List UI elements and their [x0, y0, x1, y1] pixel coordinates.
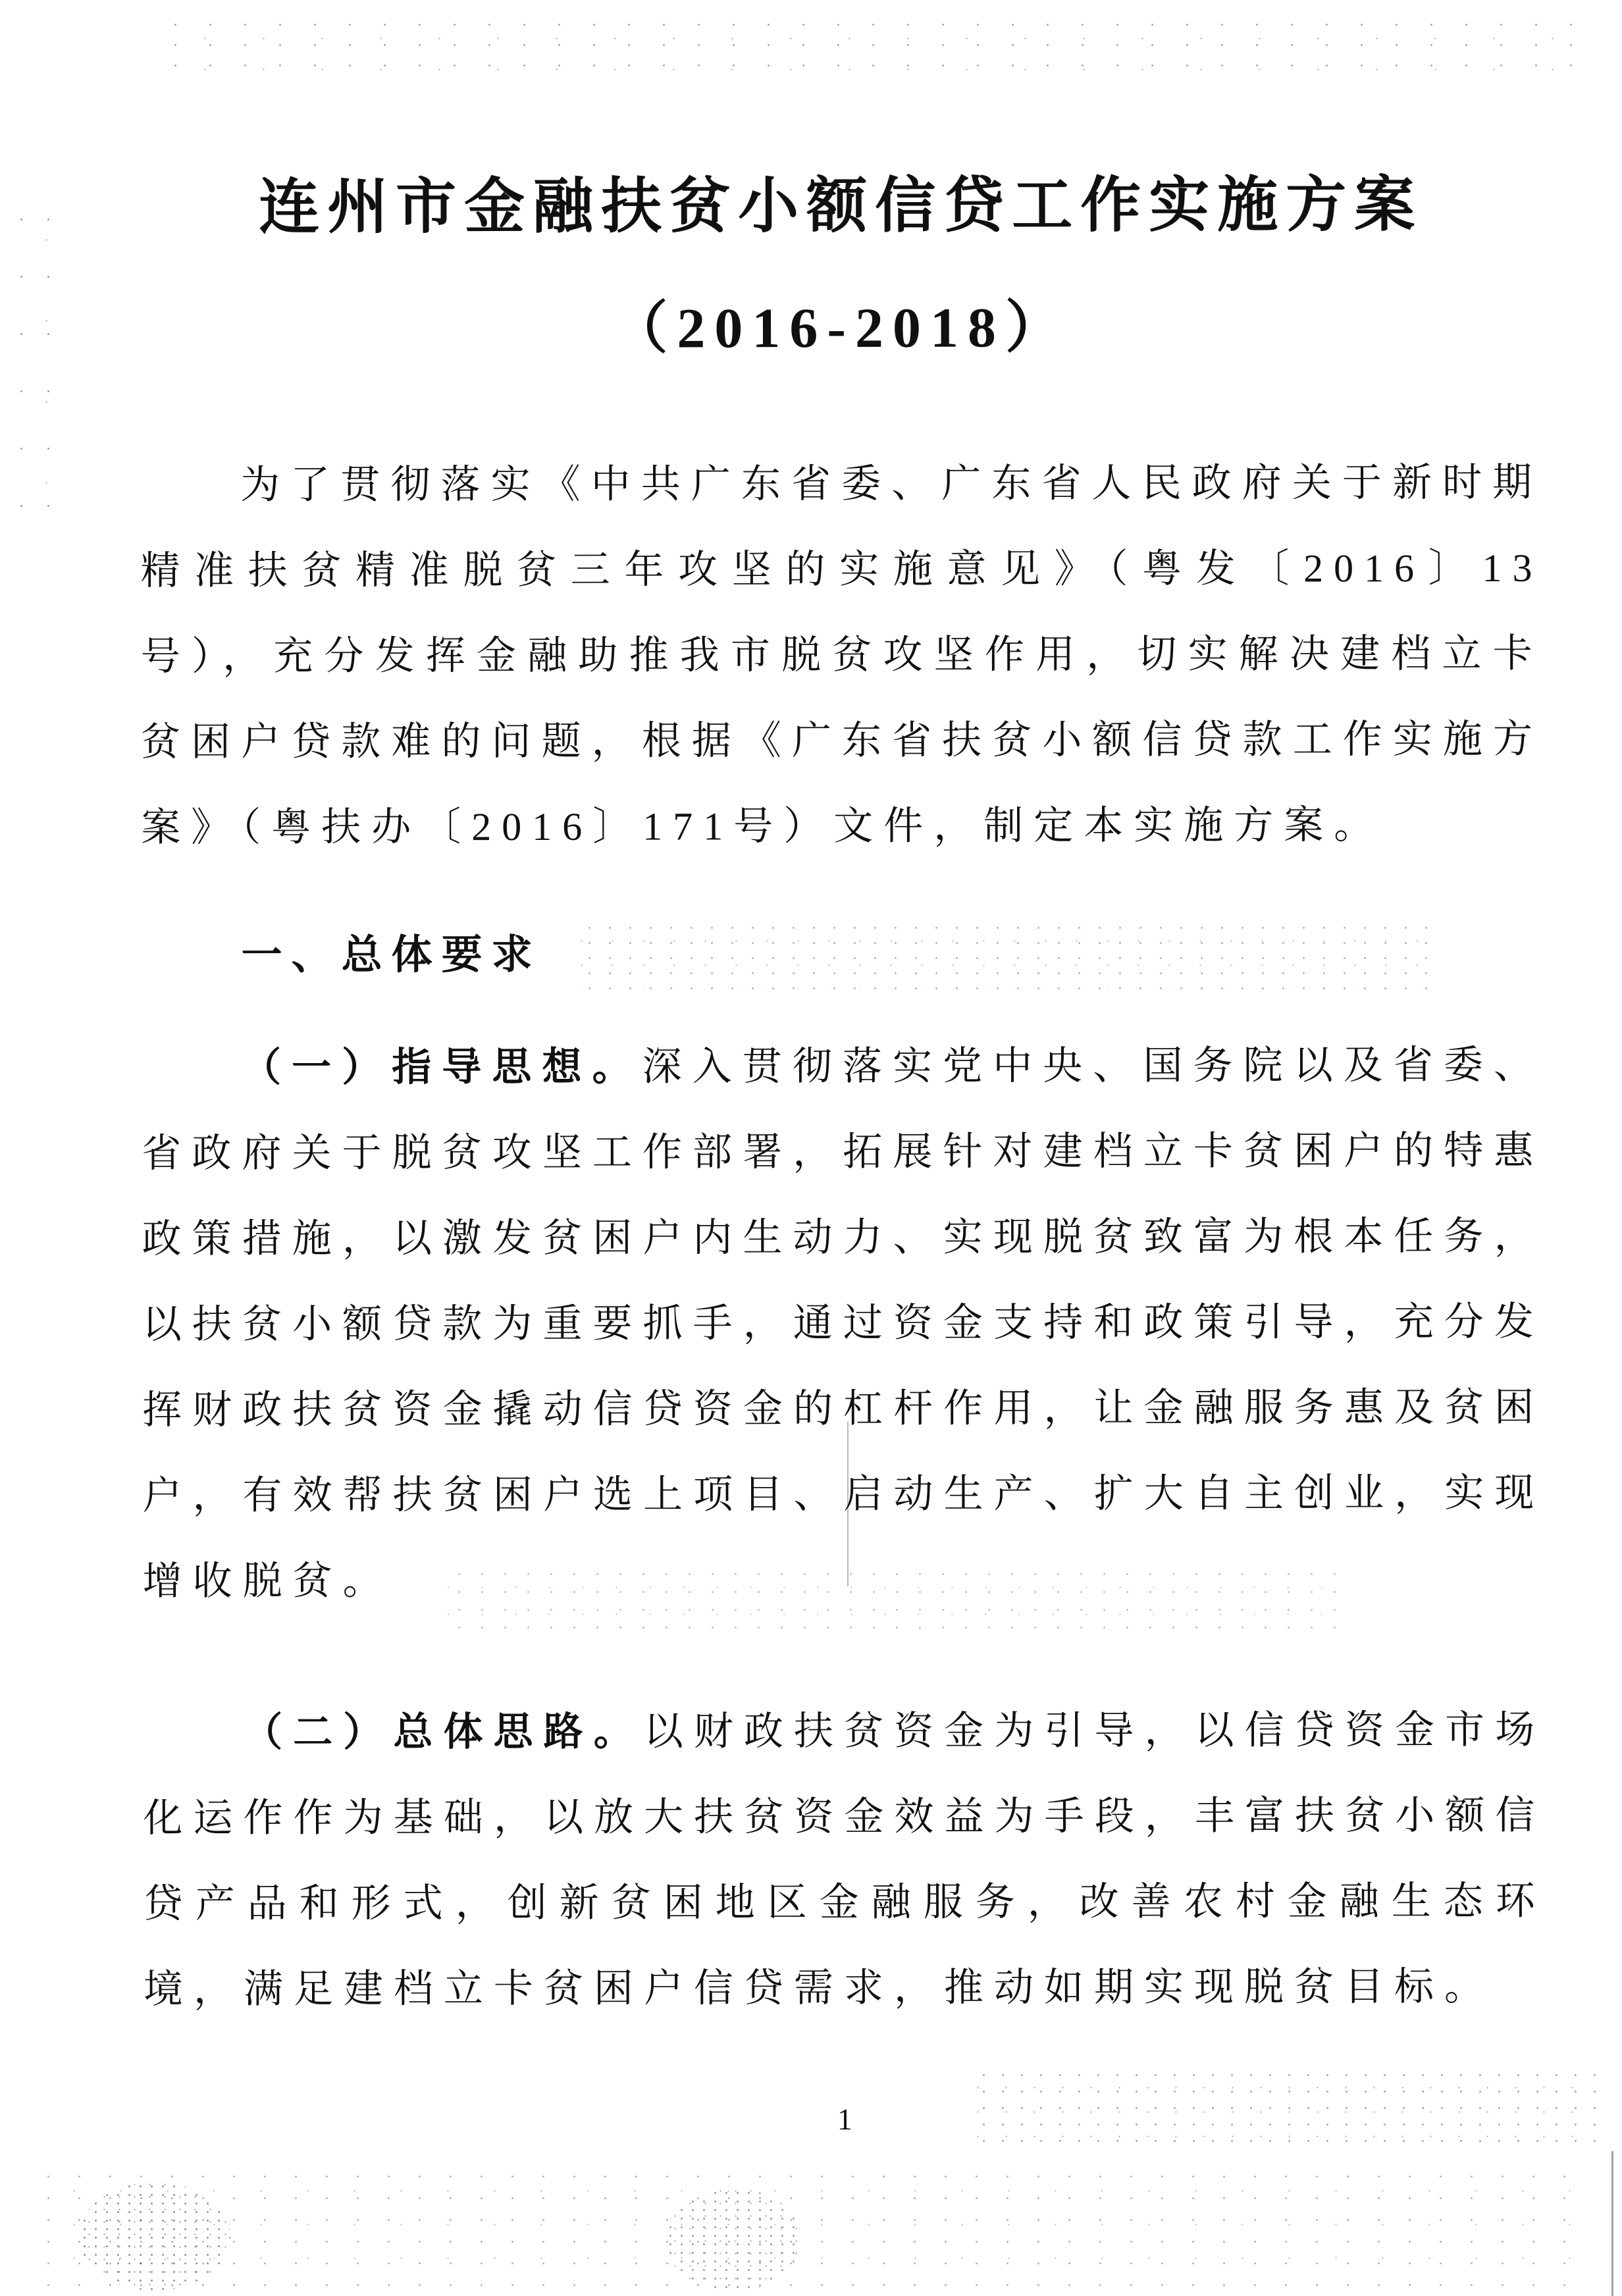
- item-2-lead-overall-approach: （二）总体思路。: [243, 1709, 644, 1754]
- scan-noise-blob-left: [79, 2182, 230, 2291]
- scan-noise-left-margin: [8, 191, 54, 507]
- document-title: 连州市金融扶贫小额信贷工作实施方案: [259, 171, 1423, 241]
- item-1-lead-guiding-ideology: （一）指导思想。: [241, 1045, 642, 1089]
- item-1-body-text: 深入贯彻落实党中央、国务院以及省委、省政府关于脱贫攻坚工作部署，拓展针对建档立卡贫困户的特惠政策措施，以激发贫困户内生动力、实现脱贫致富为根本任务，以扶贫小额贷款为重要抓手，通过资金支持和政策引导，充分发挥财政扶贫资金撬动信贷资金的杠杆作用，让金融服务惠及贫困户，有效帮扶贫困户选上项目、启动生产、扩大自主创业，实现增收脱贫。: [142, 1043, 1545, 1604]
- document-content: [140, 0, 1546, 2141]
- scan-streak-page-edge: [1611, 2151, 1613, 2296]
- item-2-paragraph: [143, 1687, 1546, 2032]
- scan-noise-bottom-band: [33, 2166, 1593, 2287]
- scan-noise-blob-center: [665, 2189, 803, 2291]
- item-1-paragraph: [142, 1022, 1545, 1624]
- intro-paragraph-text: 为了贯彻落实《中共广东省委、广东省人民政府关于新时期精准扶贫精准脱贫三年攻坚的实施意见》（粤发〔2016〕13号），充分发挥金融助推我市脱贫攻坚作用，切实解决建档立卡贫困户贷款难的问题，根据《广东省扶贫小额信贷款工作实施方案》（粤扶办〔2016〕171号）文件，制定本实施方案。: [140, 460, 1544, 850]
- document-subtitle-years: （2016-2018）: [611, 296, 1072, 360]
- page-number: 1: [837, 2102, 852, 2137]
- item-2-body-text: 以财政扶贫资金为引导，以信贷资金市场化运作作为基础，以放大扶贫资金效益为手段，丰富扶贫小额信贷产品和形式，创新贫困地区金融服务，改善农村金融生态环境，满足建档立卡贫困户信贷需求，推动如期实现脱贫目标。: [143, 1708, 1546, 2012]
- intro-paragraph: [140, 440, 1543, 870]
- section-heading-overall-requirements: 一、总体要求: [241, 932, 542, 978]
